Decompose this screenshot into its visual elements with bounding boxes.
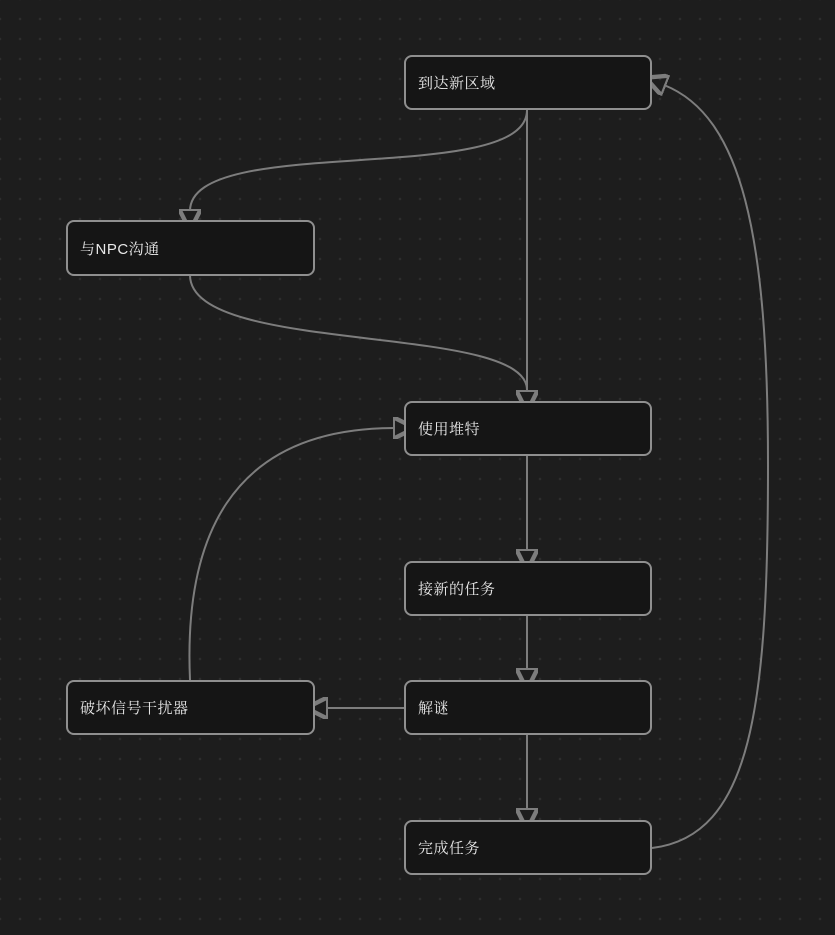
node-label: 破坏信号干扰器: [80, 700, 189, 717]
node-talk-with-npc[interactable]: [66, 220, 315, 276]
node-complete-task[interactable]: [404, 820, 652, 875]
node-label: 解谜: [418, 700, 450, 717]
node-accept-new-task[interactable]: [404, 561, 652, 616]
node-label: 接新的任务: [418, 581, 496, 598]
node-label: 到达新区域: [418, 75, 496, 92]
node-label: 完成任务: [418, 840, 481, 857]
node-solve-puzzle[interactable]: [404, 680, 652, 735]
node-destroy-signal-jammer[interactable]: [66, 680, 315, 735]
node-arrive-new-area[interactable]: [404, 55, 652, 110]
edge-jammer-to-use: [189, 428, 395, 680]
edge-npc-to-use: [190, 275, 527, 390]
edge-arrive-to-npc: [190, 110, 527, 211]
node-label: 使用堆特: [418, 421, 481, 438]
edge-complete-to-arrive: [652, 85, 768, 848]
node-label: 与NPC沟通: [80, 240, 160, 258]
node-use-duite[interactable]: [404, 401, 652, 456]
